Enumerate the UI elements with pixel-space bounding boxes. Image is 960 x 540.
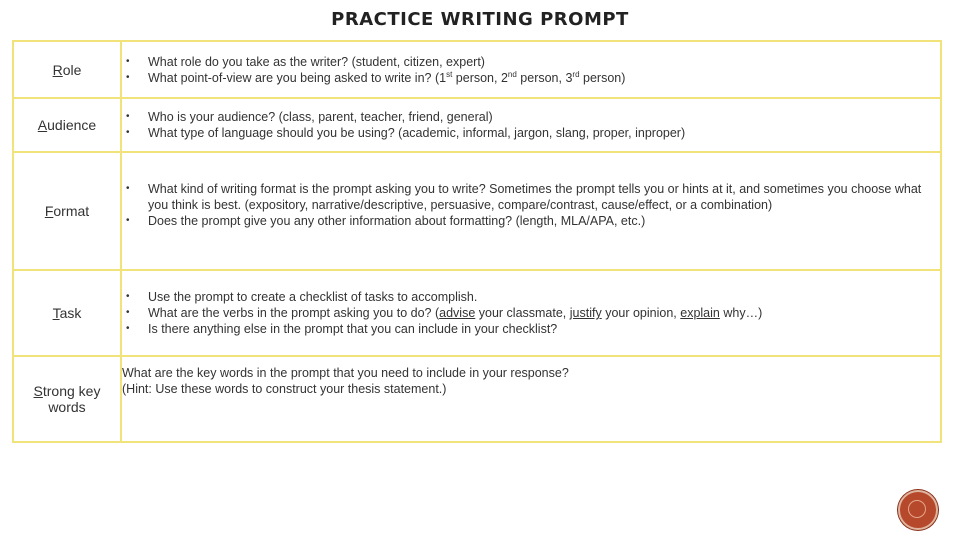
- row-task: [13, 270, 941, 356]
- page-title: PRACTICE WRITING PROMPT: [331, 9, 629, 30]
- content-role: [121, 41, 941, 98]
- row-audience: [13, 98, 941, 152]
- label-role: Role: [13, 41, 121, 98]
- list-item: • Does the prompt give you any other information about formatting? (length, MLA/APA, etc.): [126, 214, 646, 228]
- row-strong-key-words: [13, 356, 941, 442]
- label-audience: Audience: [13, 98, 121, 152]
- key-words-hint: (Hint: Use these words to construct your thesis statement.): [122, 382, 447, 396]
- list-item: • What role do you take as the writer? (student, citizen, expert): [126, 54, 485, 69]
- seal-logo: [898, 490, 938, 530]
- label-task: Task: [13, 270, 121, 356]
- content-strong-key-words: [121, 356, 941, 442]
- label-format: Format: [13, 152, 121, 270]
- row-role: [13, 41, 941, 98]
- list-item: • Use the prompt to create a checklist of tasks to accomplish.: [126, 290, 478, 304]
- list-item: • What point-of-view are you being asked to write in? (1st person, 2nd person, 3rd person): [126, 69, 626, 85]
- list-item: • What kind of writing format is the prompt asking you to write? Sometimes the prompt tells you or hints at it, and sometimes you choose what you think is best. (expository, narrative/descriptive, persuasive, compare/contrast, cause/effect, or a combination): [126, 182, 922, 212]
- content-format: [121, 152, 941, 270]
- list-item: • Is there anything else in the prompt that you can include in your checklist?: [126, 322, 558, 336]
- list-item: • What are the verbs in the prompt asking you to do? (advise your classmate, justify your opinion, explain why…): [126, 306, 763, 320]
- label-strong-key-words: Strong key words: [13, 356, 121, 442]
- row-format: [13, 152, 941, 270]
- content-task: [121, 270, 941, 356]
- key-words-line: What are the key words in the prompt that you need to include in your response?: [122, 366, 569, 380]
- list-item: • Who is your audience? (class, parent, teacher, friend, general): [126, 110, 493, 124]
- list-item: • What type of language should you be using? (academic, informal, jargon, slang, proper, inproper): [126, 126, 686, 140]
- prompt-table: [12, 40, 942, 443]
- content-audience: [121, 98, 941, 152]
